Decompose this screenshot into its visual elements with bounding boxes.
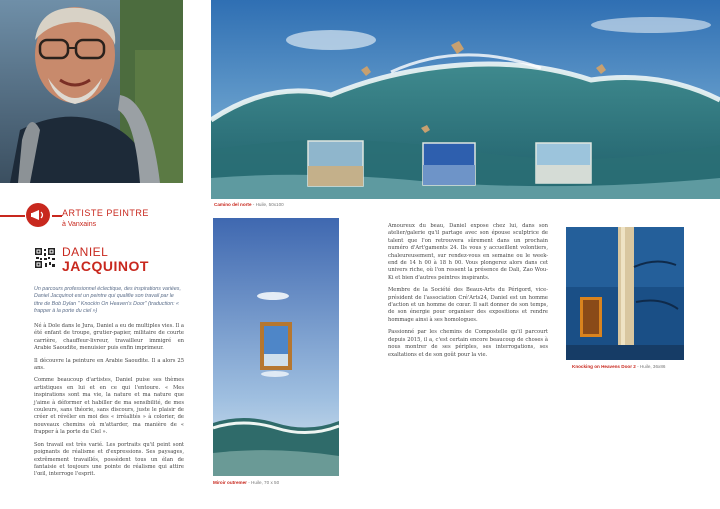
paragraph: Passionné par les chemins de Compostelle qu'il parcourt depuis 2015, il a, c'est certain encore beaucoup de choses à nous montrer de ses périples, ses interrogations, ses exaltations et de son goût pour la vie. xyxy=(388,329,548,358)
painting-camino-del-norte xyxy=(211,0,720,199)
painting-knocking-on-heavens-door xyxy=(566,227,684,360)
caption-detail: - Huile, 36x86 xyxy=(635,364,666,369)
artist-photo xyxy=(0,0,183,183)
megaphone-icon xyxy=(26,203,50,227)
paragraph: Comme beaucoup d'artistes, Daniel puise ses thèmes artistiques en lui et en ce qui l'entoure. « Mes inspirations sont ma vie, la nature et ma nature que j'aime à déformer et habiller de ma sensibilité, de mes couleurs, sans théorie, sans discours, juste le plaisir de créer et révéler en moi des « irréalités » à colorier, de nouveaux chemins où m'attarder, ma manière de « frapper à la porte du Ciel ». xyxy=(34,377,184,436)
section-sublabel: à Vanxains xyxy=(62,221,97,228)
paragraph: Son travail est très varié. Les portraits qu'il peint sont poignants de réalisme et d'expressions. Ses paysages, extrêmement travaillés, possèdent tous un élan de fantaisie et toujours une pointe de réalisme qui attire l'œil, interroge l'esprit. xyxy=(34,441,184,478)
caption-detail: - Huile, 50x100 xyxy=(251,202,284,207)
caption-detail: - Huile, 70 x 50 xyxy=(246,480,280,485)
caption-knocking-on-heavens-door xyxy=(572,364,665,369)
section-rule xyxy=(0,215,25,217)
qr-code-icon xyxy=(34,247,56,269)
caption-title: Miroir outremer xyxy=(213,480,247,485)
paragraph: Il découvre la peinture en Arabie Saoudite. Il a alors 25 ans. xyxy=(34,357,184,372)
painting-miroir-outremer xyxy=(213,218,339,476)
section-label: ARTISTE PEINTRE xyxy=(62,208,149,218)
paragraph: Membre de la Société des Beaux-Arts du Périgord, vice-président de l'association Cré'Arts24, Daniel est un homme d'action et un homme de cœur. Il sait donner de son temps, de son énergie pour organiser des expositions et rendre hommage ainsi à ses homologues. xyxy=(388,287,548,323)
section-rule xyxy=(52,215,62,217)
intro-text: Un parcours professionnel éclectique, des inspirations variées, Daniel Jacquinot est un peintre qui qualifie son travail par le titre de Bob Dylan " Knockin On Heaven's Door" (traduction: « frapper à la porte du ciel ») xyxy=(34,286,181,314)
artist-first-name: DANIEL xyxy=(62,245,109,259)
paragraph: Amoureux du beau, Daniel expose chez lui, dans son atelier/galerie qu'il partage avec son épouse sculptrice de talent que l'on retrouvera sûrement dans un prochain numéro d'Art'gaments 24. Ils vous y accueillent volontiers, chaleureusement, sur rendez-vous en semaine ou le week-end de 14 h 00 à 18 h 00. Vous plongerez alors dans cet univers riche, où l'on ressent la présence de Dali, Zao Wou-Ki et bien d'autres peintres inspirants. xyxy=(388,223,548,281)
left-article-body xyxy=(34,323,184,484)
caption-title: Knocking on Heavens Door 2 xyxy=(572,364,636,369)
caption-title: Camino del norte xyxy=(214,202,252,207)
middle-article-body xyxy=(388,223,548,364)
caption-miroir-outremer xyxy=(213,480,279,485)
artist-last-name: JACQUINOT xyxy=(62,258,149,274)
caption-camino-del-norte xyxy=(214,202,284,207)
paragraph: Né à Dole dans le Jura, Daniel a eu de multiples vies. Il a été enfant de troupe, grutier-papier, militaire de courte carrière, chauffeur-livreur, travailleur immigré en Arabie Saoudite, menuisier puis enfin imprimeur. xyxy=(34,323,184,352)
